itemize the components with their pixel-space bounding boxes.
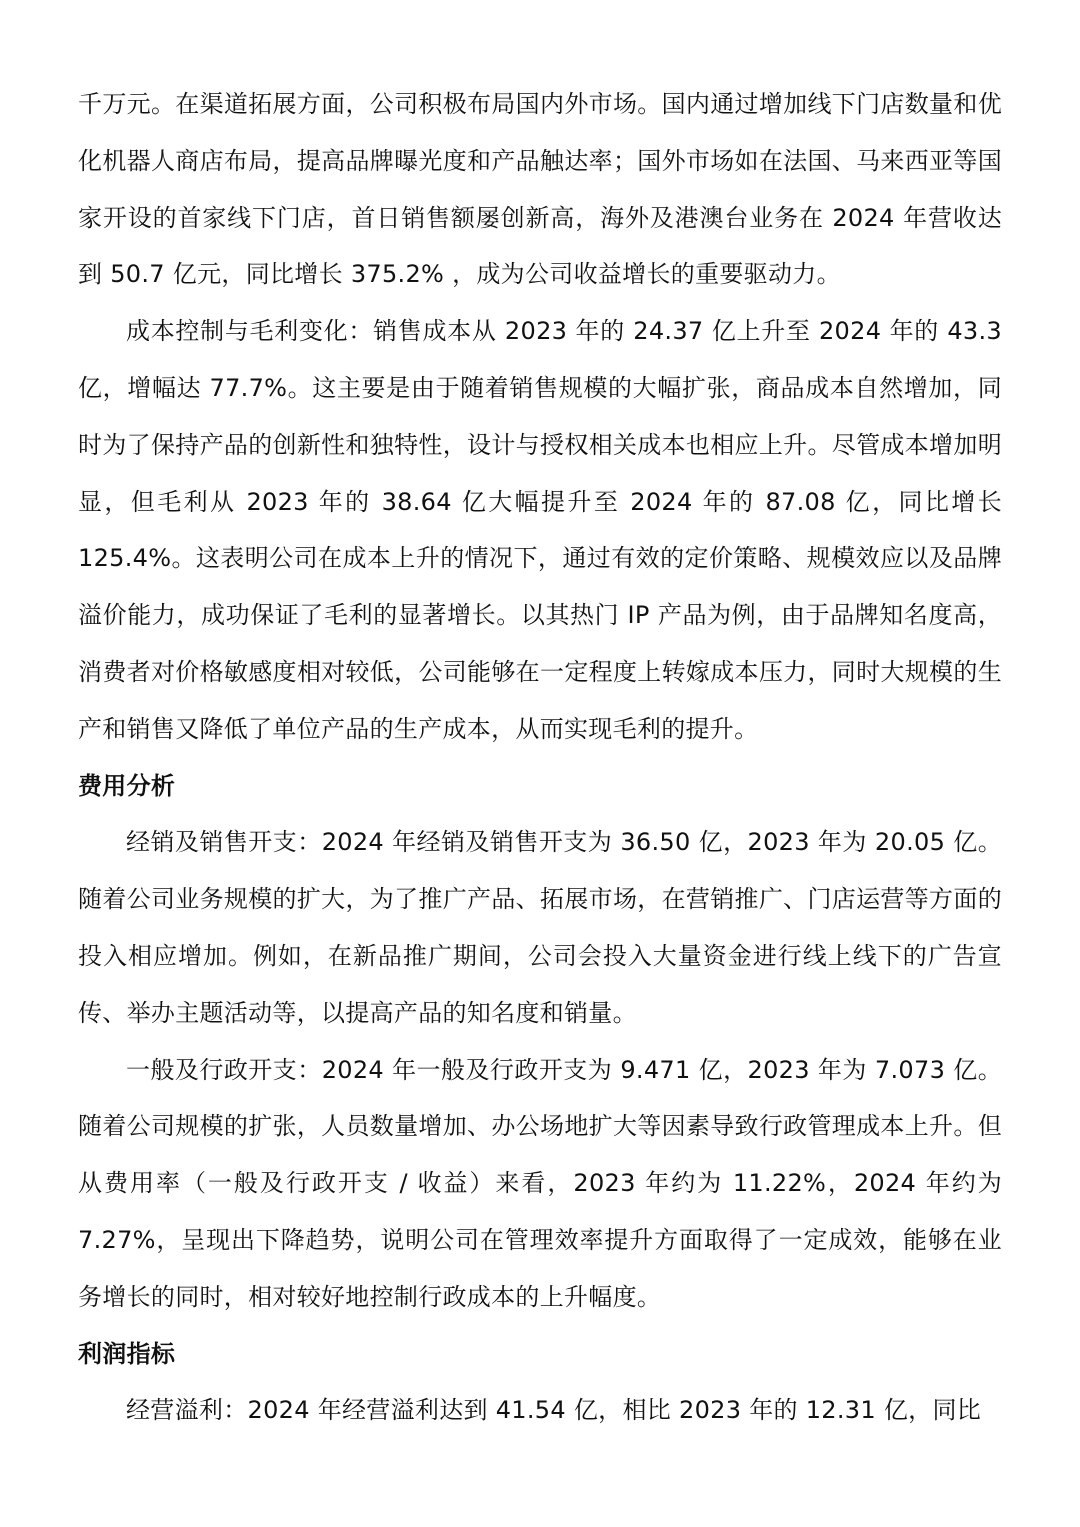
paragraph-operating-profit: 经营溢利：2024 年经营溢利达到 41.54 亿，相比 2023 年的 12.31 亿，同比 (126, 1396, 982, 1425)
paragraph-selling-expenses: 经销及销售开支：2024 年经销及销售开支为 36.50 亿，2023 年为 20.05 亿。随着公司业务规模的扩大，为了推广产品、拓展市场，在营销推广、门店运营等方面的投入相应增加。例如，在新品推广期间，公司会投入大量资金进行线上线下的广告宣传、举办主题活动等，以提高产品的知名度和销量。 (78, 828, 1002, 1027)
section-heading-profit-indicators: 利润指标 (78, 1339, 176, 1368)
paragraph-cost-and-gross-profit: 成本控制与毛利变化：销售成本从 2023 年的 24.37 亿上升至 2024 年的 43.3 亿，增幅达 77.7%。这主要是由于随着销售规模的大幅扩张，商品成本自然增加，同时为了保持产品的创新性和独特性，设计与授权相关成本也相应上升。尽管成本增加明显，但毛利从 2023 年的 38.64 亿大幅提升至 2024 年的 87.08 亿，同比增长 125.4%。这表明公司在成本上升的情况下，通过有效的定价策略、规模效应以及品牌溢价能力，成功保证了毛利的显著增长。以其热门 IP 产品为例，由于品牌知名度高，消费者对价格敏感度相对较低，公司能够在一定程度上转嫁成本压力，同时大规模的生产和销售又降低了单位产品的生产成本，从而实现毛利的提升。 (78, 317, 1002, 743)
document-page (78, 76, 1002, 1439)
section-heading-expense-analysis: 费用分析 (78, 771, 176, 800)
paragraph-admin-expenses: 一般及行政开支：2024 年一般及行政开支为 9.471 亿，2023 年为 7.073 亿。随着公司规模的扩张，人员数量增加、办公场地扩大等因素导致行政管理成本上升。但从费用率（一般及行政开支 / 收益）来看，2023 年约为 11.22%，2024 年约为 7.27%，呈现出下降趋势，说明公司在管理效率提升方面取得了一定成效，能够在业务增长的同时，相对较好地控制行政成本的上升幅度。 (78, 1055, 1002, 1311)
paragraph-channel-expansion: 千万元。在渠道拓展方面，公司积极布局国内外市场。国内通过增加线下门店数量和优化机器人商店布局，提高品牌曝光度和产品触达率；国外市场如在法国、马来西亚等国家开设的首家线下门店，首日销售额屡创新高，海外及港澳台业务在 2024 年营收达到 50.7 亿元，同比增长 375.2% ，成为公司收益增长的重要驱动力。 (78, 90, 1002, 289)
